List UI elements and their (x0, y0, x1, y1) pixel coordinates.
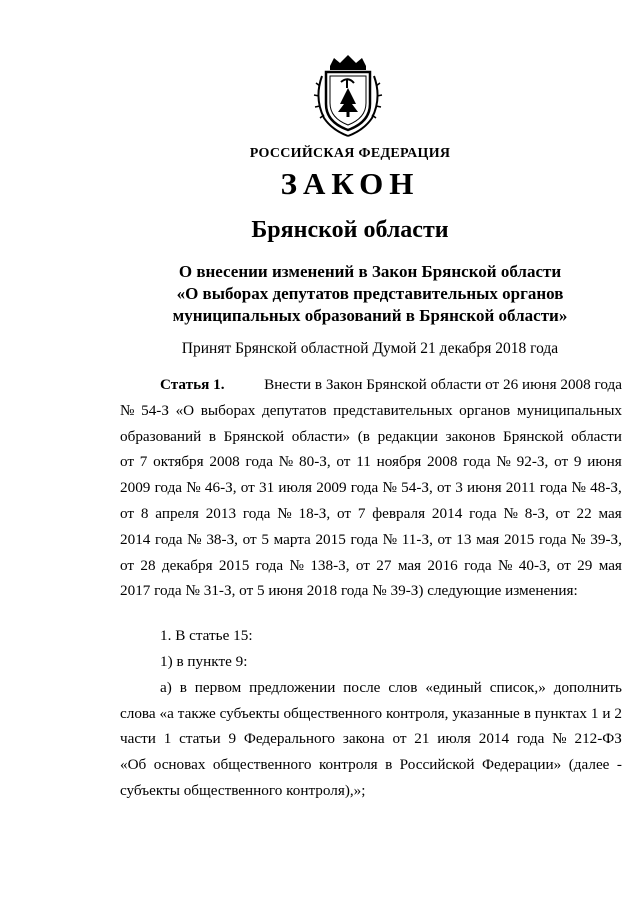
item-1-subitem-1: 1) в пункте 9: (160, 652, 248, 670)
item-a-line: «Об основах общественного контроля в Российской Федерации» (далее - (120, 756, 622, 774)
document-type: ЗАКОН (280, 166, 420, 201)
article-line: образований в Брянской области» (в редакции законов Брянской области (120, 427, 622, 445)
article-label: Статья 1. (160, 376, 225, 393)
article-1-paragraph (120, 372, 622, 604)
coat-of-arms-icon (310, 52, 386, 138)
law-body (120, 372, 622, 804)
law-title-line: О внесении изменений в Закон Брянской области (178, 262, 562, 281)
country-name: РОССИЙСКАЯ ФЕДЕРАЦИЯ (249, 146, 451, 161)
article-last-line: 2017 года № 31-З, от 5 июня 2018 года № 39-З) следующие изменения: (120, 582, 578, 600)
region-name: Брянской области (251, 217, 449, 243)
article-line: 2009 года № 46-З, от 31 июля 2009 года № 54-З, от 3 июня 2011 года № 48-З, (120, 479, 622, 497)
law-title-line: муниципальных образований в Брянской области» (172, 306, 568, 325)
item-a-line: слова «а также субъекты общественного контроля, указанные в пунктах 1 и 2 (120, 704, 622, 722)
article-line: от 28 декабря 2015 года № 138-З, от 27 мая 2016 года № 40-З, от 29 мая (120, 556, 622, 574)
article-first-line (120, 372, 622, 398)
item-a-last-line: субъекты общественного контроля),»; (120, 781, 366, 799)
item-a-line: части 1 статьи 9 Федерального закона от 21 июля 2014 года № 212-ФЗ (120, 730, 622, 748)
article-line: от 7 октября 2008 года № 80-З, от 11 ноября 2008 года № 92-З, от 9 июня (120, 453, 622, 471)
article-first-line-text: Внести в Закон Брянской области от 26 июня 2008 года (264, 376, 622, 393)
law-title-line: «О выборах депутатов представительных органов (176, 284, 564, 303)
article-line: № 54-З «О выборах депутатов представительных органов муниципальных (120, 401, 622, 419)
article-line: от 8 апреля 2013 года № 18-З, от 7 февраля 2014 года № 8-З, от 22 мая (120, 504, 622, 522)
item-1: 1. В статье 15: (160, 627, 253, 645)
adoption-note: Принят Брянской областной Думой 21 декабря 2018 года (181, 340, 559, 357)
item-a-line: а) в первом предложении после слов «единый список,» дополнить (160, 678, 622, 696)
law-title (150, 261, 590, 327)
article-line: 2014 года № 38-З, от 5 марта 2015 года № 11-З, от 13 мая 2015 года № 39-З, (120, 530, 622, 548)
item-a-paragraph (120, 675, 622, 804)
